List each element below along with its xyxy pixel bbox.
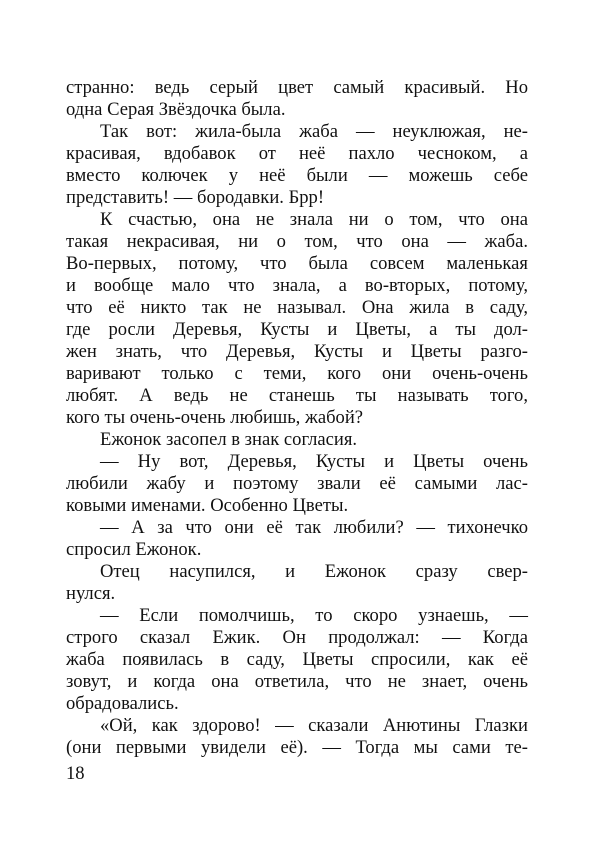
text-line: где росли Деревья, Кусты и Цветы, а ты дол-	[66, 319, 528, 340]
text-line: такая некрасивая, ни о том, что она — жаба.	[66, 231, 528, 252]
text-line: обрадовались.	[66, 693, 179, 714]
text-line: Во-первых, потому, что была совсем маленькая	[66, 253, 528, 274]
page-number: 18	[66, 763, 85, 784]
text-line: странно: ведь серый цвет самый красивый. Но	[66, 77, 528, 98]
text-line: любят. А ведь не станешь ты называть того,	[66, 385, 528, 406]
text-line: — Если помолчишь, то скоро узнаешь, —	[100, 605, 528, 626]
text-line: строго сказал Ежик. Он продолжал: — Когда	[66, 627, 528, 648]
text-line: К счастью, она не знала ни о том, что она	[100, 209, 528, 230]
text-line: — А за что они её так любили? — тихонечко	[100, 517, 528, 538]
text-line: жаба появилась в саду, Цветы спросили, как её	[66, 649, 528, 670]
text-line: жен знать, что Деревья, Кусты и Цветы разго-	[66, 341, 528, 362]
text-line: (они первыми увидели её). — Тогда мы сами те-	[66, 737, 528, 758]
text-line: вместо колючек у неё были — можешь себе	[66, 165, 528, 186]
text-line: ковыми именами. Особенно Цветы.	[66, 495, 349, 516]
text-line: Отец насупился, и Ежонок сразу свер-	[100, 561, 528, 582]
text-line: и вообще мало что знала, а во-вторых, потому,	[66, 275, 528, 296]
text-line: спросил Ежонок.	[66, 539, 202, 560]
text-line: Ежонок засопел в знак согласия.	[100, 429, 358, 450]
text-line: кого ты очень-очень любишь, жабой?	[66, 407, 364, 428]
text-line: нулся.	[66, 583, 116, 604]
page-text-body	[66, 77, 528, 759]
text-line: красивая, вдобавок от неё пахло чесноком, а	[66, 143, 528, 164]
text-line: зовут, и когда она ответила, что не знает, очень	[66, 671, 528, 692]
text-line: представить! — бородавки. Брр!	[66, 187, 325, 208]
text-line: что её никто так не называл. Она жила в саду,	[66, 297, 528, 318]
text-line: варивают только с теми, кого они очень-очень	[66, 363, 528, 384]
text-line: «Ой, как здорово! — сказали Анютины Глазки	[100, 715, 528, 736]
text-line: — Ну вот, Деревья, Кусты и Цветы очень	[100, 451, 528, 472]
text-line: любили жабу и поэтому звали её самыми лас-	[66, 473, 528, 494]
text-line: одна Серая Звёздочка была.	[66, 99, 286, 120]
text-line: Так вот: жила-была жаба — неуклюжая, не-	[100, 121, 528, 142]
